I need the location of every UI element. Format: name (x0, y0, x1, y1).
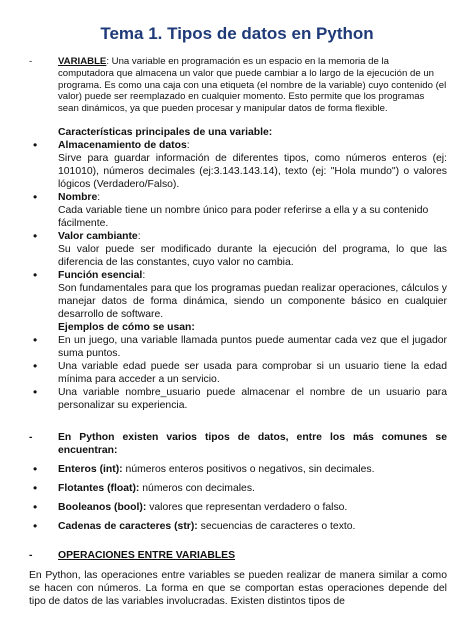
operations-section (29, 549, 447, 562)
example-text: Una variable edad puede ser usada para comprobar si un usuario tiene la edad mínima para acceder a un servicio. (58, 361, 447, 385)
char-item-text: Son fundamentales para que los programas puedan realizar operaciones, cálculos y manejar datos de forma dinámica, siendo un componente básico en cualquier desarrollo de software. (58, 283, 447, 320)
bullet-icon: • (33, 333, 38, 347)
type-item-text: valores que representan verdadero o falso. (146, 502, 348, 513)
bullet-icon: • (33, 359, 38, 373)
example-item (29, 386, 447, 412)
bullet-icon: • (33, 481, 38, 495)
char-item-text: Sirve para guardar información de diferentes tipos, como números enteros (ej: 101010), números decimales (ej:3.143.143.14), texto (ej: "Hola mundo") o valores lógicos (Verdadero/Falso). (58, 153, 447, 190)
type-item-str (29, 520, 447, 533)
char-item-name (29, 191, 447, 204)
types-dash: - (29, 432, 33, 443)
type-item-text: números enteros positivos o negativos, sin decimales. (122, 464, 375, 475)
type-item-title: Booleanos (bool): (58, 502, 147, 513)
type-item-float (29, 482, 447, 495)
char-item-essential-function (29, 269, 447, 282)
intro-text: Una variable en programación es un espacio en la memoria de la computadora que almacena un valor que puede cambiar a lo largo de la ejecución de un programa. Es como una caja con una etiqueta (el nombre de la variable) cuyo contenido (el valor) puede ser reemplazado en cualquier momento. Esto permite que los programas sean dinámicos, ya que pueden procesar y manipular datos de forma flexible. (58, 56, 447, 115)
characteristics-section (29, 126, 447, 321)
type-item-title: Flotantes (float): (58, 483, 140, 494)
char-item-text: Cada variable tiene un nombre único para poder referirse a ella y a su contenido fácilmente. (58, 205, 429, 229)
intro-section (29, 56, 447, 115)
example-text: Una variable nombre_usuario puede almacenar el nombre de un usuario para personalizar su experiencia. (58, 387, 447, 411)
char-item-colon: : (137, 231, 141, 242)
bullet-icon: • (33, 500, 38, 514)
char-item-colon: : (97, 192, 101, 203)
operations-text: En Python, las operaciones entre variables se pueden realizar de manera similar a como se hacen con números. La forma en que se comportan estas operaciones depende del tipo de datos de las variables involucradas. Existen distintos tipos de (29, 570, 447, 608)
examples-section (29, 321, 447, 412)
bullet-icon: • (33, 190, 38, 204)
type-item-title: Enteros (int): (58, 464, 123, 475)
intro-paragraph (29, 56, 447, 115)
type-item-bool (29, 501, 447, 514)
page-title: Tema 1. Tipos de datos en Python (100, 24, 374, 43)
operations-body (29, 569, 447, 609)
char-item-title: Almacenamiento de datos (58, 140, 187, 151)
type-item-text: números con decimales. (139, 483, 255, 494)
operations-heading: OPERACIONES ENTRE VARIABLES (58, 550, 236, 561)
bullet-icon: • (33, 462, 38, 476)
bullet-icon: • (33, 138, 38, 152)
bullet-icon: • (33, 385, 38, 399)
example-item (29, 334, 447, 360)
char-item-colon: : (142, 270, 146, 281)
char-item-colon: : (186, 140, 190, 151)
bullet-icon: • (33, 519, 38, 533)
operations-dash: - (29, 550, 33, 561)
intro-dash: - (29, 56, 33, 67)
examples-heading: Ejemplos de cómo se usan: (58, 322, 195, 333)
example-text: En un juego, una variable llamada puntos puede aumentar cada vez que el jugador suma puntos. (58, 335, 447, 359)
types-section (29, 431, 447, 533)
intro-term: VARIABLE (58, 56, 107, 67)
char-item-storage (29, 139, 447, 152)
type-item-title: Cadenas de caracteres (str): (58, 521, 198, 532)
bullet-icon: • (33, 268, 38, 282)
type-item-int (29, 463, 447, 476)
bullet-icon: • (33, 229, 38, 243)
char-item-title: Nombre (58, 192, 98, 203)
intro-sep: : (106, 56, 109, 67)
example-item (29, 360, 447, 386)
char-item-changing-value (29, 230, 447, 243)
char-item-title: Valor cambiante (58, 231, 138, 242)
type-item-text: secuencias de caracteres o texto. (197, 521, 356, 532)
char-item-title: Función esencial (58, 270, 143, 281)
characteristics-heading: Características principales de una variable: (58, 127, 273, 138)
char-item-text: Su valor puede ser modificado durante la ejecución del programa, lo que las diferencia de las constantes, cuyo valor no cambia. (58, 244, 447, 268)
types-heading: En Python existen varios tipos de datos, entre los más comunes se encuentran: (58, 432, 447, 456)
